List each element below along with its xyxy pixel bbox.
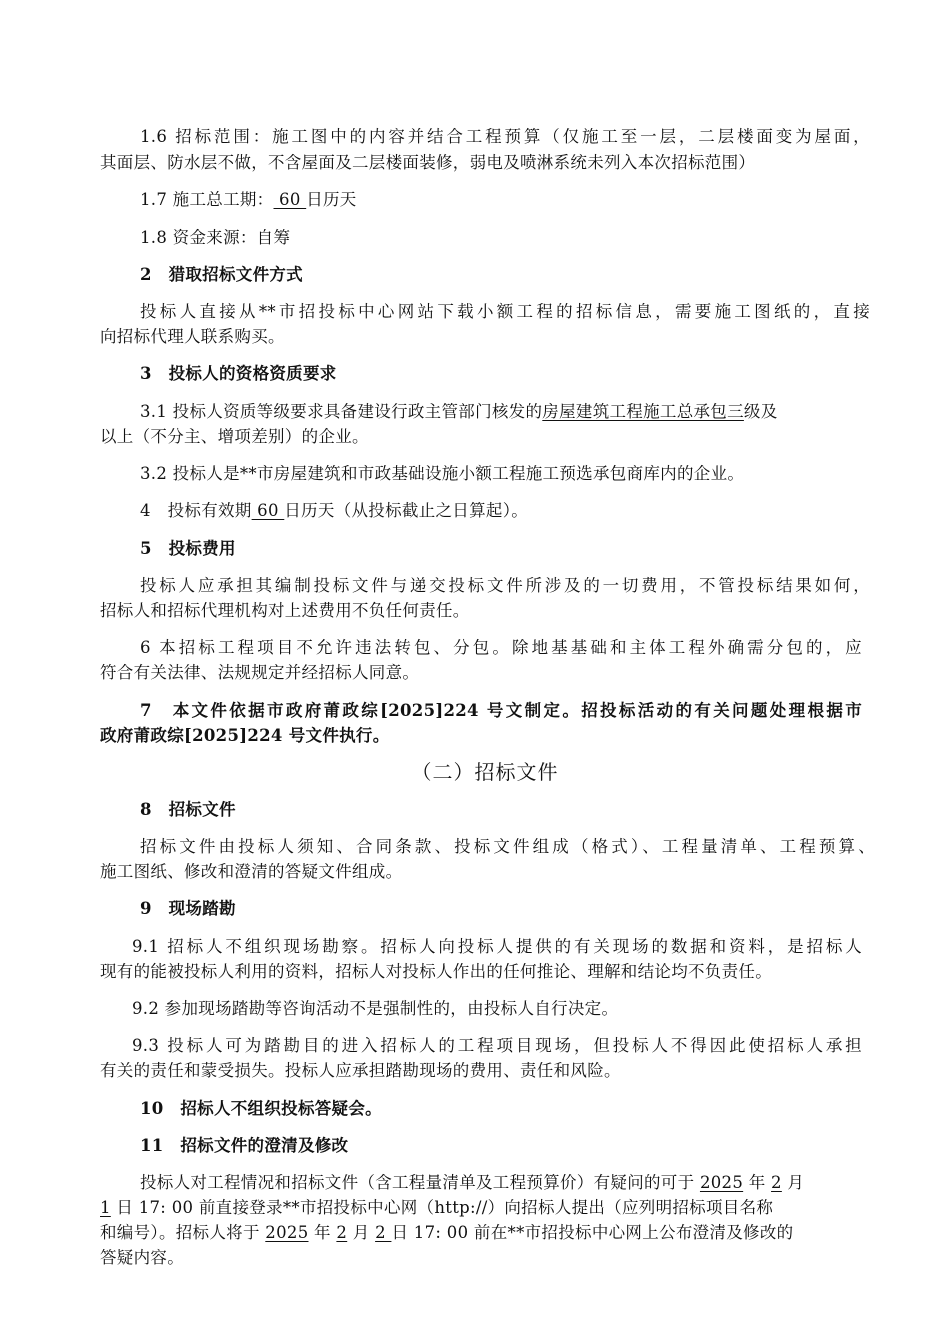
clause-1-6-line-2: 其面层、防水层不做，不含屋面及二层楼面装修，弱电及喷淋系统未列入本次招标范围） (100, 153, 756, 172)
clause-3-1-line-1 (140, 402, 910, 422)
clause-3-1-text: 3.1 投标人资质等级要求具备建设行政主管部门核发的 (140, 402, 543, 421)
para-11-line-3 (100, 1223, 870, 1243)
para-5-line-1: 投标人应承担其编制投标文件与递交投标文件所涉及的一切费用，不管投标结果如何， (140, 576, 870, 595)
para-7-line-2: 政府莆政综[2025]224 号文件执行。 (100, 726, 390, 745)
para-11-month-unit-2: 月 (347, 1223, 376, 1242)
para-8-line-1: 招标文件由投标人须知、合同条款、投标文件组成（格式）、工程量清单、工程预算、 (140, 837, 875, 856)
para-11-text-a: 投标人对工程情况和招标文件（含工程量清单及工程预算价）有疑问的可于 (140, 1173, 700, 1192)
heading-2: 2 猎取招标文件方式 (140, 265, 303, 284)
clarification-year: 2025 (265, 1223, 309, 1242)
construction-period-days: 60 (273, 190, 307, 209)
clarification-month: 2 (336, 1223, 348, 1242)
clause-3-2: 3.2 投标人是**市房屋建筑和市政基础设施小额工程施工预选承包商库内的企业。 (140, 464, 745, 483)
clause-9-1-line-1: 9.1 招标人不组织现场勘察。招标人向投标人提供的有关现场的数据和资料，是招标人 (132, 937, 862, 956)
para-8-line-2: 施工图纸、修改和澄清的答疑文件组成。 (100, 862, 403, 881)
section-title-tender-documents: （二）招标文件 (411, 760, 559, 784)
para-11-line-1 (140, 1173, 910, 1193)
question-deadline-day: 1 (100, 1198, 111, 1217)
qualification-requirement: 房屋建筑工程施工总承包三 (542, 402, 744, 421)
heading-5: 5 投标费用 (140, 539, 236, 558)
clause-3-1-line-2: 以上（不分主、增项差别）的企业。 (100, 427, 369, 446)
question-deadline-year: 2025 (699, 1173, 744, 1192)
clause-9-3-line-1: 9.3 投标人可为踏勘目的进入招标人的工程项目现场，但投标人不得因此使招标人承担 (132, 1036, 862, 1055)
clause-1-7-unit: 日历天 (306, 190, 357, 209)
question-deadline-month: 2 (771, 1173, 782, 1192)
heading-10: 10 招标人不组织投标答疑会。 (140, 1099, 382, 1118)
para-11-month-unit: 月 (781, 1173, 805, 1192)
para-11-text-b: 日 17: 00 前直接登录**市招投标中心网（http://）向招标人提出（应列明招标项目名称 (110, 1198, 774, 1217)
para-6-line-1: 6 本招标工程项目不允许违法转包、分包。除地基基础和主体工程外确需分包的，应 (140, 638, 862, 657)
clause-4-label: 4 投标有效期 (140, 501, 252, 520)
para-7-line-1: 7 本文件依据市政府莆政综[2025]224 号文制定。招投标活动的有关问题处理根据市 (140, 701, 862, 720)
heading-9: 9 现场踏勘 (140, 899, 236, 918)
clause-9-3-line-2: 有关的责任和蒙受损失。投标人应承担踏勘现场的费用、责任和风险。 (100, 1061, 621, 1080)
clarification-day: 2 (375, 1223, 392, 1242)
clause-9-1-line-2: 现有的能被投标人利用的资料，招标人对投标人作出的任何推论、理解和结论均不负责任。 (100, 962, 772, 981)
para-11-year-unit-2: 年 (308, 1223, 337, 1242)
clause-1-7-label: 1.7 施工总工期： (140, 190, 274, 209)
heading-11: 11 招标文件的澄清及修改 (140, 1136, 349, 1155)
para-5-line-2: 招标人和招标代理机构对上述费用不负任何责任。 (100, 601, 470, 620)
clause-1-6-line-1: 1.6 招标范围：施工图中的内容并结合工程预算（仅施工至一层，二层楼面变为屋面， (140, 127, 870, 146)
clause-1-7 (140, 190, 910, 210)
clause-3-1-suffix: 级及 (743, 402, 778, 421)
clause-4 (140, 501, 910, 521)
heading-3: 3 投标人的资格资质要求 (140, 364, 337, 383)
clause-4-unit: 日历天（从投标截止之日算起）。 (284, 501, 529, 520)
clause-1-8: 1.8 资金来源：自筹 (140, 228, 291, 247)
para-11-text-c: 和编号）。招标人将于 (100, 1223, 266, 1242)
para-6-line-2: 符合有关法律、法规规定并经招标人同意。 (100, 663, 420, 682)
clause-9-2: 9.2 参加现场踏勘等咨询活动不是强制性的，由投标人自行决定。 (132, 999, 619, 1018)
heading-8: 8 招标文件 (140, 800, 236, 819)
para-2-line-2: 向招标代理人联系购买。 (100, 327, 285, 346)
para-11-line-2 (100, 1198, 870, 1218)
para-11-line-4: 答疑内容。 (100, 1248, 184, 1267)
para-11-year-unit: 年 (743, 1173, 772, 1192)
bid-validity-days: 60 (251, 501, 285, 520)
para-11-text-d: 日 17: 00 前在**市招投标中心网上公布澄清及修改的 (391, 1223, 794, 1242)
para-2-line-1: 投标人直接从**市招投标中心网站下载小额工程的招标信息，需要施工图纸的，直接 (140, 302, 870, 321)
